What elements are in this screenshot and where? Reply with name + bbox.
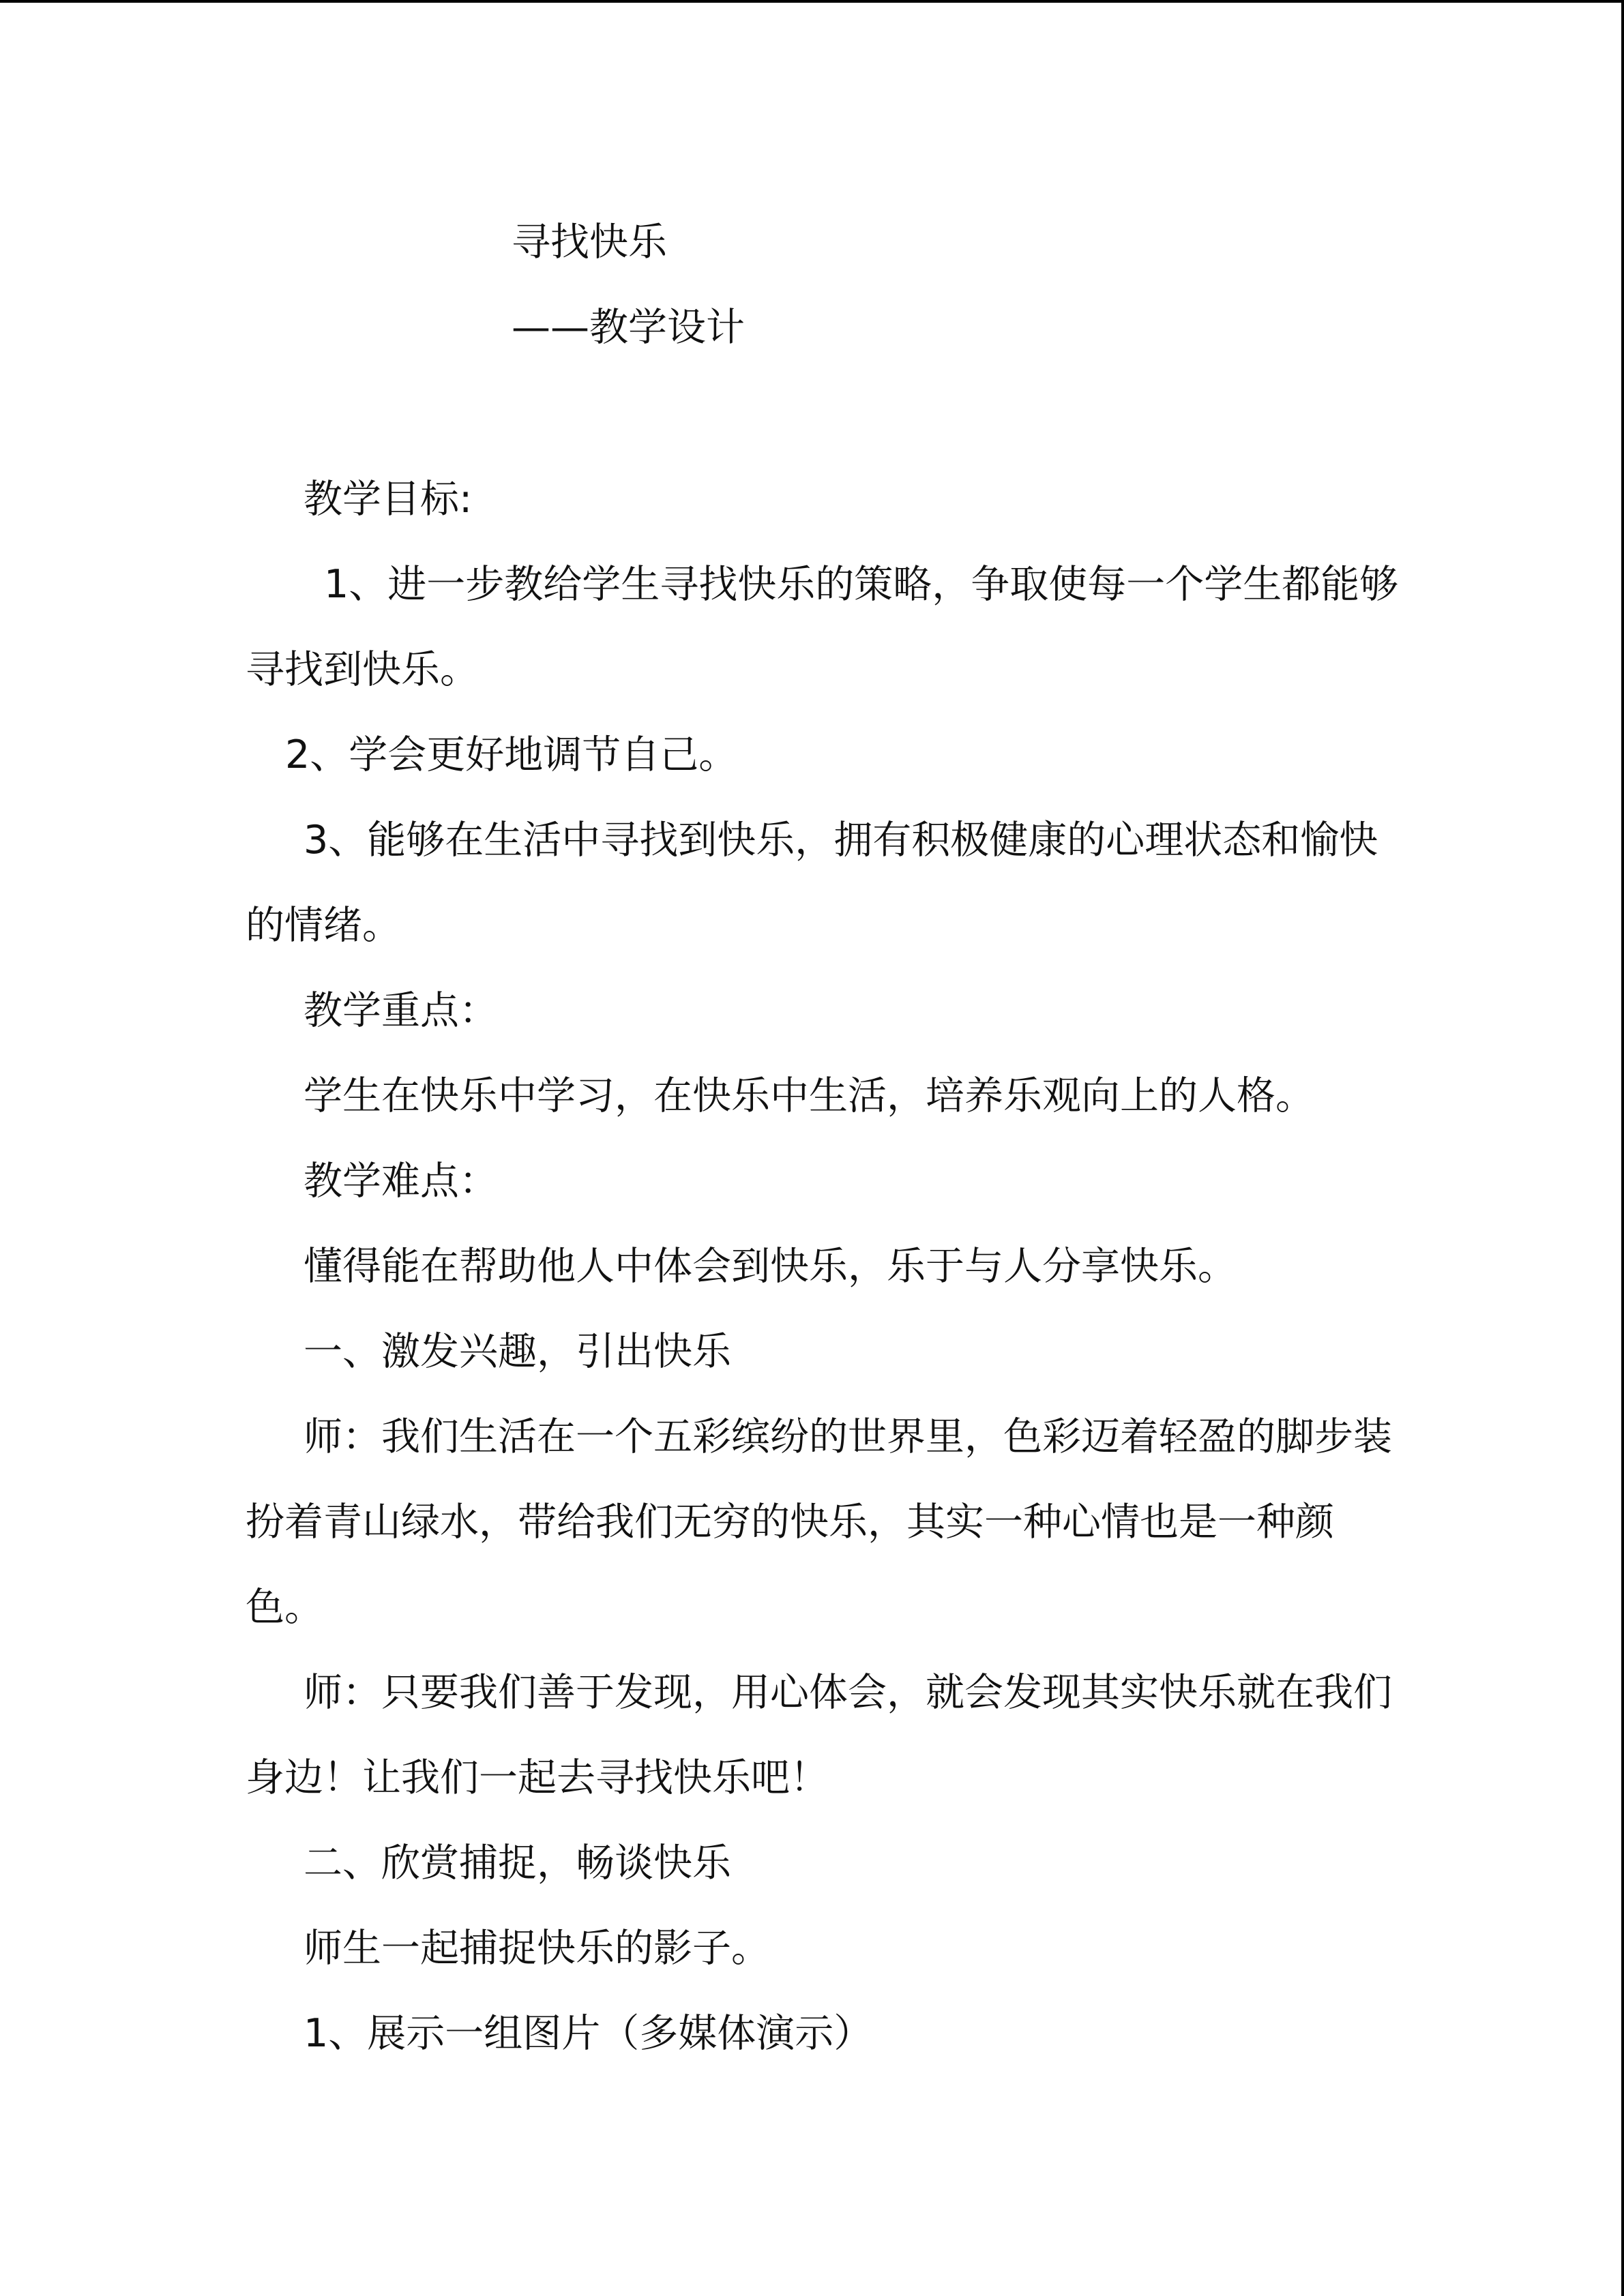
paragraph-line: 寻找到快乐。	[246, 647, 479, 692]
paragraph-line: 师：我们生活在一个五彩缤纷的世界里，色彩迈着轻盈的脚步装	[304, 1414, 1392, 1459]
paragraph-line: 1、展示一组图片（多媒体演示）	[304, 2011, 873, 2056]
paragraph-line: 1、进一步教给学生寻找快乐的策略，争取使每一个学生都能够	[324, 562, 1399, 607]
paragraph-line: 师生一起捕捉快乐的影子。	[304, 1926, 770, 1971]
paragraph-line: 2、学会更好地调节自己。	[285, 732, 738, 777]
paragraph-line: 身边！让我们一起去寻找快乐吧！	[246, 1755, 829, 1800]
paragraph-line: 3、能够在生活中寻找到快乐，拥有积极健康的心理状态和愉快	[304, 818, 1378, 863]
doc-subtitle: ——教学设计	[512, 305, 745, 350]
paragraph-line: 扮着青山绿水，带给我们无穷的快乐，其实一种心情也是一种颜	[246, 1500, 1334, 1545]
paragraph-line: 懂得能在帮助他人中体会到快乐，乐于与人分享快乐。	[304, 1244, 1237, 1289]
section-heading-key-points: 教学重点：	[304, 988, 498, 1033]
section-heading-part-two: 二、欣赏捕捉，畅谈快乐	[304, 1840, 731, 1885]
paragraph-line: 师：只要我们善于发现，用心体会，就会发现其实快乐就在我们	[304, 1670, 1392, 1715]
section-heading-difficulties: 教学难点：	[304, 1159, 498, 1204]
paragraph-line: 色。	[246, 1585, 323, 1630]
section-heading-part-one: 一、激发兴趣，引出快乐	[304, 1329, 731, 1374]
section-heading-objectives: 教学目标:	[304, 477, 473, 522]
doc-title: 寻找快乐	[512, 220, 667, 265]
paragraph-line: 的情绪。	[246, 903, 401, 948]
paragraph-line: 学生在快乐中学习，在快乐中生活，培养乐观向上的人格。	[304, 1073, 1314, 1118]
